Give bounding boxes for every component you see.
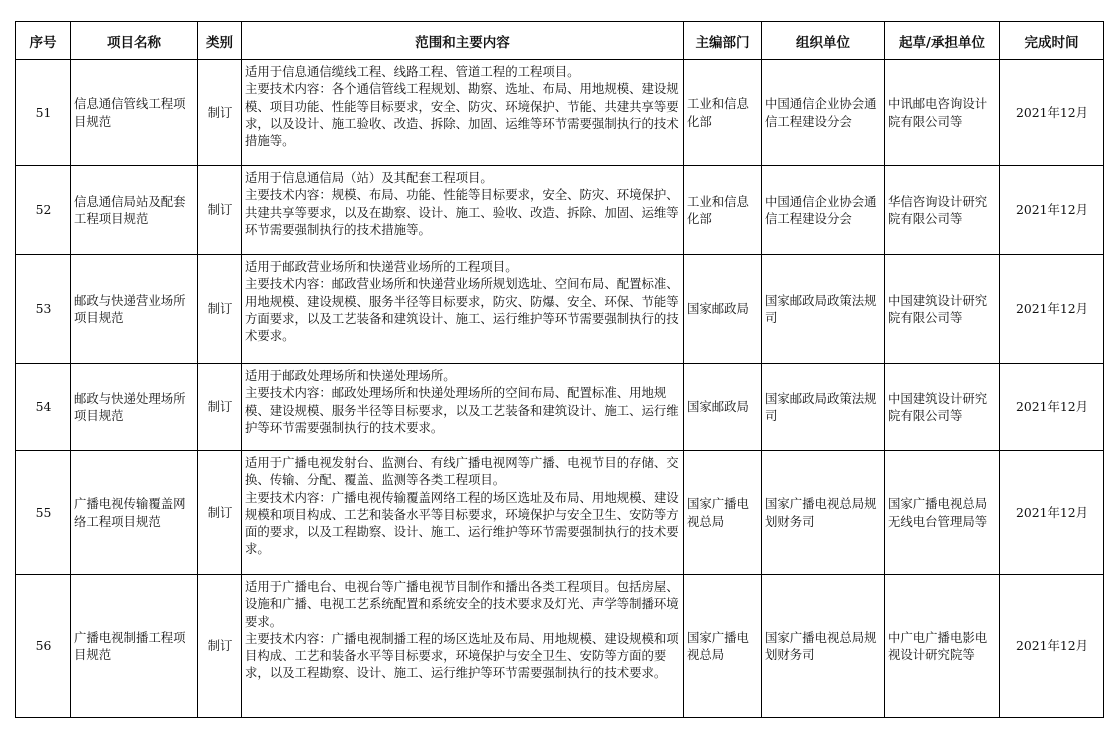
row-content: 主要技术内容：邮政营业场所和快递营业场所规划选址、空间布局、配置标准、用地规模、建设规模、服务半径等目标要求，防灾、防爆、安全、环保、节能等方面要求，以及工艺装备和建筑设计、施工、运行维护等环节需要强制执行的技术要求。 [245,276,679,344]
row-completion: 2021年12月 [1000,575,1104,718]
row-content: 主要技术内容：广播电视传输覆盖网络工程的场区选址及布局、用地规模、建设规模和项目构成、工艺和装备水平等目标要求，环境保护与安全卫生、安防等方面的要求，以及工程勘察、设计、施工、运行维护等环节需要强制执行的技术要求。 [245,489,679,557]
row-no: 52 [16,166,71,255]
row-completion: 2021年12月 [1000,451,1104,575]
header-no: 序号 [16,22,71,60]
row-completion: 2021年12月 [1000,60,1104,166]
row-scope: 适用于广播电台、电视台等广播电视节目制作和播出各类工程项目。包括房屋、设施和广播、电视工艺系统配置和系统安全的技术要求及灯光、声学等制播环境要求。 [245,579,679,629]
row-drafter: 中广电广播电影电视设计研究院等 [885,575,1000,718]
row-scope-content [242,60,684,166]
row-project-name: 广播电视制播工程项目规范 [71,575,198,718]
header-chief-dept: 主编部门 [684,22,762,60]
row-chief-dept: 工业和信息化部 [684,166,762,255]
row-project-name: 信息通信局站及配套工程项目规范 [71,166,198,255]
row-completion: 2021年12月 [1000,364,1104,451]
row-scope: 适用于信息通信缆线工程、线路工程、管道工程的工程项目。 [245,64,580,79]
row-type: 制订 [198,255,242,364]
row-chief-dept: 工业和信息化部 [684,60,762,166]
row-scope: 适用于邮政处理场所和快递处理场所。 [245,368,456,383]
row-organizer: 国家邮政局政策法规司 [762,255,885,364]
row-completion: 2021年12月 [1000,255,1104,364]
header-completion: 完成时间 [1000,22,1104,60]
table-row [16,166,1104,255]
row-chief-dept: 国家邮政局 [684,255,762,364]
row-content: 主要技术内容：各个通信管线工程规划、勘察、选址、布局、用地规模、建设规模、项目功能、性能等目标要求，安全、防灾、环境保护、节能、共建共享等要求，以及设计、施工验收、改造、拆除、加固、运维等环节需要强制执行的技术措施等。 [245,81,679,149]
row-scope: 适用于邮政营业场所和快递营业场所的工程项目。 [245,259,518,274]
row-scope-content [242,575,684,718]
table-row [16,575,1104,718]
row-chief-dept: 国家广播电视总局 [684,575,762,718]
row-no: 51 [16,60,71,166]
table-row [16,364,1104,451]
row-chief-dept: 国家广播电视总局 [684,451,762,575]
row-project-name: 邮政与快递营业场所项目规范 [71,255,198,364]
row-organizer: 中国通信企业协会通信工程建设分会 [762,166,885,255]
header-project-name: 项目名称 [71,22,198,60]
row-no: 54 [16,364,71,451]
row-project-name: 信息通信管线工程项目规范 [71,60,198,166]
row-content: 主要技术内容：规模、布局、功能、性能等目标要求，安全、防灾、环境保护、共建共享等要求，以及在勘察、设计、施工、验收、改造、拆除、加固、运维等环节需要强制执行的技术措施等。 [245,187,679,237]
row-drafter: 中讯邮电咨询设计院有限公司等 [885,60,1000,166]
row-completion: 2021年12月 [1000,166,1104,255]
row-type: 制订 [198,451,242,575]
header-organizer: 组织单位 [762,22,885,60]
row-no: 55 [16,451,71,575]
header-row [16,22,1104,60]
header-scope-content: 范围和主要内容 [242,22,684,60]
row-drafter: 华信咨询设计研究院有限公司等 [885,166,1000,255]
row-project-name: 邮政与快递处理场所项目规范 [71,364,198,451]
row-content: 主要技术内容：邮政处理场所和快递处理场所的空间布局、配置标准、用地规模、建设规模、服务半径等目标要求，以及工艺装备和建筑设计、施工、运行维护等环节需要强制执行的技术要求。 [245,385,679,435]
row-scope-content [242,451,684,575]
header-type: 类别 [198,22,242,60]
row-scope: 适用于信息通信局（站）及其配套工程项目。 [245,170,493,185]
row-content: 主要技术内容：广播电视制播工程的场区选址及布局、用地规模、建设规模和项目构成、工艺和装备水平等目标要求，环境保护与安全卫生、安防等方面的要求，以及工程勘察、设计、施工、运行维护等环节需要强制执行的技术要求。 [245,630,679,681]
row-type: 制订 [198,60,242,166]
row-drafter: 国家广播电视总局无线电台管理局等 [885,451,1000,575]
row-chief-dept: 国家邮政局 [684,364,762,451]
row-drafter: 中国建筑设计研究院有限公司等 [885,255,1000,364]
row-type: 制订 [198,364,242,451]
table-row [16,255,1104,364]
row-no: 56 [16,575,71,718]
table-row [16,60,1104,166]
standards-table [15,21,1104,718]
row-scope-content [242,255,684,364]
row-type: 制订 [198,575,242,718]
row-organizer: 国家邮政局政策法规司 [762,364,885,451]
row-type: 制订 [198,166,242,255]
table-row [16,451,1104,575]
row-organizer: 国家广播电视总局规划财务司 [762,575,885,718]
row-no: 53 [16,255,71,364]
row-scope-content [242,364,684,451]
row-scope-content [242,166,684,255]
row-organizer: 中国通信企业协会通信工程建设分会 [762,60,885,166]
row-organizer: 国家广播电视总局规划财务司 [762,451,885,575]
row-project-name: 广播电视传输覆盖网络工程项目规范 [71,451,198,575]
row-scope: 适用于广播电视发射台、监测台、有线广播电视网等广播、电视节目的存储、交换、传输、分配、覆盖、监测等各类工程项目。 [245,455,679,488]
row-drafter: 中国建筑设计研究院有限公司等 [885,364,1000,451]
header-drafter: 起草/承担单位 [885,22,1000,60]
